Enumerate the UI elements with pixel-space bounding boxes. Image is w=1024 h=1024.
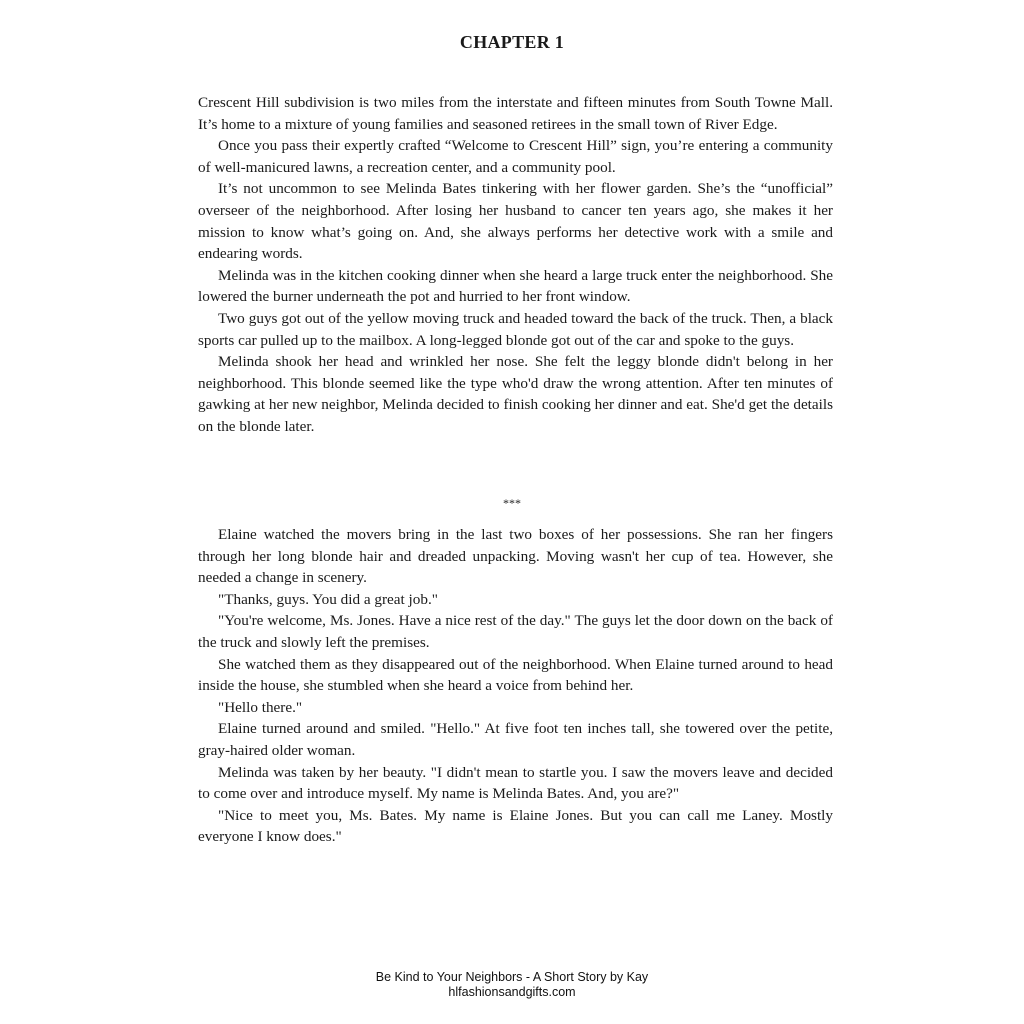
paragraph: "Nice to meet you, Ms. Bates. My name is Elaine Jones. But you can call me Laney. Mostly everyone I know does." bbox=[198, 806, 833, 846]
footer-website: hlfashionsandgifts.com bbox=[448, 985, 576, 999]
paragraph: It’s not uncommon to see Melinda Bates tinkering with her flower garden. She’s the “unofficial” overseer of the neighborhood. After losing her husband to cancer ten years ago, she makes it her mission to know what’s going on. And, she always performs her detective work with a smile and endearing words. bbox=[198, 180, 833, 263]
paragraph: Elaine turned around and smiled. "Hello." At five foot ten inches tall, she towered over the petite, gray-haired older woman. bbox=[198, 720, 833, 759]
paragraph: Melinda was taken by her beauty. "I didn't mean to startle you. I saw the movers leave and decided to come over and introduce myself. My name is Melinda Bates. And, you are?" bbox=[198, 763, 833, 803]
paragraph: Melinda shook her head and wrinkled her nose. She felt the leggy blonde didn't belong in her neighborhood. This blonde seemed like the type who'd draw the wrong attention. After ten minutes of gawking at her new neighbor, Melinda decided to finish cooking her dinner and eat. She'd get the details on the blonde later. bbox=[198, 353, 833, 435]
paragraph: Crescent Hill subdivision is two miles from the interstate and fifteen minutes from South Towne Mall. It’s home to a mixture of young families and seasoned retirees in the small town of River Edge. bbox=[198, 94, 833, 133]
paragraph: "Hello there." bbox=[218, 698, 303, 716]
section-one bbox=[198, 92, 833, 438]
chapter-title: CHAPTER 1 bbox=[459, 32, 565, 52]
paragraph: Two guys got out of the yellow moving truck and headed toward the back of the truck. Then, a black sports car pulled up to the mailbox. A long-legged blonde got out of the car and spoke to the guys. bbox=[198, 309, 833, 349]
paragraph: Melinda was in the kitchen cooking dinner when she heard a large truck enter the neighborhood. She lowered the burner underneath the pot and hurried to her front window. bbox=[198, 266, 833, 306]
footer-book-title: Be Kind to Your Neighbors - A Short Story by Kay bbox=[375, 970, 649, 984]
paragraph: She watched them as they disappeared out of the neighborhood. When Elaine turned around to head inside the house, she stumbled when she heard a voice from behind her. bbox=[198, 655, 833, 695]
paragraph: "Thanks, guys. You did a great job." bbox=[218, 590, 438, 608]
page-footer bbox=[0, 970, 1024, 1000]
paragraph: Once you pass their expertly crafted “Welcome to Crescent Hill” sign, you’re entering a community of well-manicured lawns, a recreation center, and a community pool. bbox=[198, 137, 833, 176]
paragraph: "You're welcome, Ms. Jones. Have a nice rest of the day." The guys let the door down on the back of the truck and slowly left the premises. bbox=[198, 612, 833, 651]
section-two bbox=[198, 524, 833, 848]
scene-break: *** bbox=[503, 496, 521, 510]
paragraph: Elaine watched the movers bring in the last two boxes of her possessions. She ran her fingers through her long blonde hair and dreaded unpacking. Moving wasn't her cup of tea. However, she needed a change in scenery. bbox=[198, 526, 833, 587]
